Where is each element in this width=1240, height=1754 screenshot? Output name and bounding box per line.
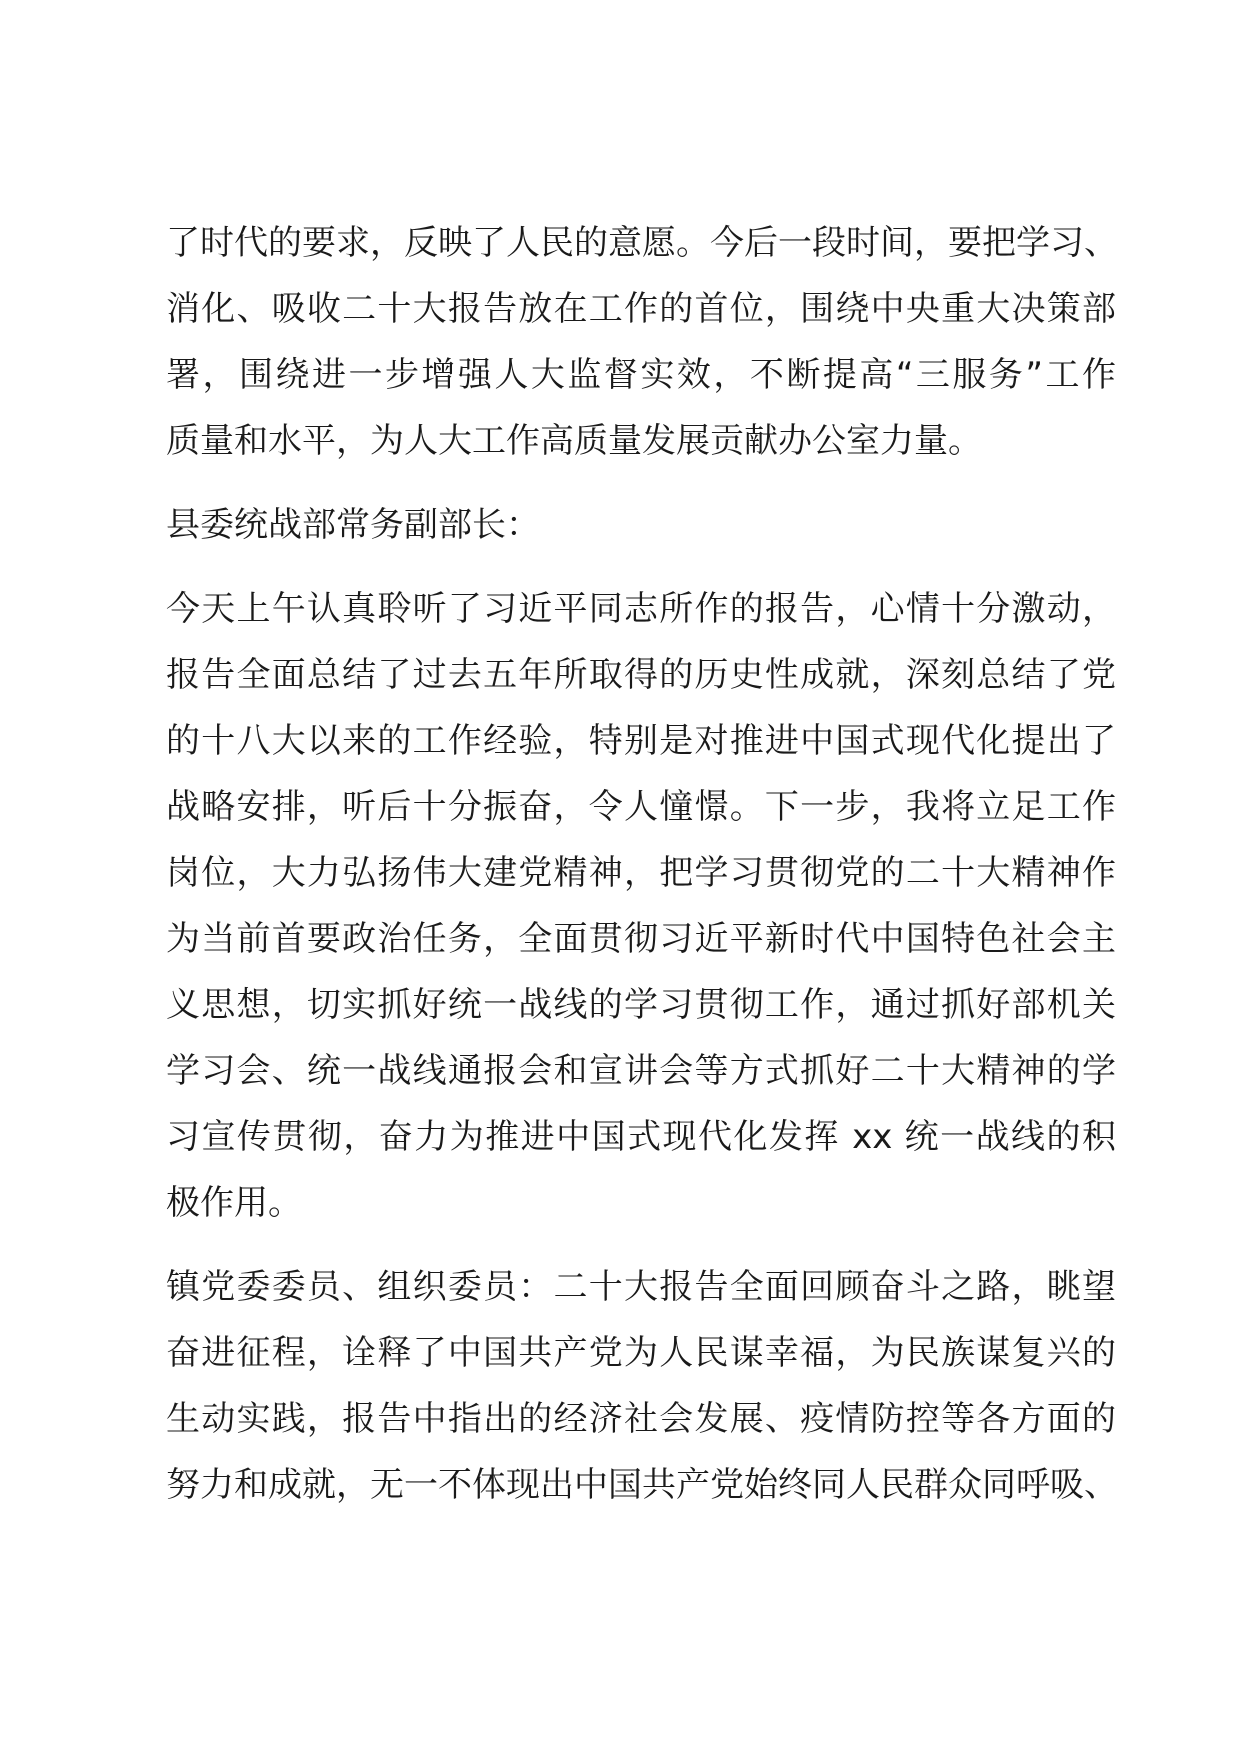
text-line: 的十八大以来的工作经验，特别是对推进中国式现代化提出了: [166, 721, 1116, 761]
text-line: 学习会、统一战线通报会和宣讲会等方式抓好二十大精神的学: [166, 1051, 1116, 1091]
text-line: 奋进征程，诠释了中国共产党为人民谋幸福，为民族谋复兴的: [166, 1333, 1116, 1373]
text-line: 战略安排，听后十分振奋，令人憧憬。下一步，我将立足工作: [166, 787, 1116, 827]
paragraph-3: [166, 576, 1116, 1236]
text-line: 为当前首要政治任务，全面贯彻习近平新时代中国特色社会主: [166, 919, 1116, 959]
text-line: 署，围绕进一步增强人大监督实效，不断提高“三服务”工作: [166, 355, 1116, 395]
text-line: 镇党委委员、组织委员：二十大报告全面回顾奋斗之路，眺望: [166, 1267, 1116, 1307]
text-line: 岗位，大力弘扬伟大建党精神，把学习贯彻党的二十大精神作: [166, 853, 1116, 893]
text-line: 生动实践，报告中指出的经济社会发展、疫情防控等各方面的: [166, 1399, 1116, 1439]
paragraph-1: [166, 210, 1116, 474]
text-line: 质量和水平，为人大工作高质量发展贡献办公室力量。: [166, 421, 982, 461]
speaker-heading: 县委统战部常务副部长：: [166, 505, 540, 545]
document-body: [166, 210, 1116, 1518]
paragraph-2-speaker: [166, 492, 1116, 558]
text-line: 努力和成就，无一不体现出中国共产党始终同人民群众同呼吸、: [166, 1465, 1118, 1505]
paragraph-4: [166, 1254, 1116, 1518]
text-line: 消化、吸收二十大报告放在工作的首位，围绕中央重大决策部: [166, 289, 1116, 329]
text-line: 报告全面总结了过去五年所取得的历史性成就，深刻总结了党: [166, 655, 1116, 695]
text-line: 习宣传贯彻，奋力为推进中国式现代化发挥 xx 统一战线的积: [166, 1117, 1116, 1157]
text-line: 极作用。: [166, 1183, 302, 1223]
text-line: 义思想，切实抓好统一战线的学习贯彻工作，通过抓好部机关: [166, 985, 1116, 1025]
text-line: 了时代的要求，反映了人民的意愿。今后一段时间，要把学习、: [166, 223, 1118, 263]
text-line: 今天上午认真聆听了习近平同志所作的报告，心情十分激动，: [166, 589, 1116, 629]
